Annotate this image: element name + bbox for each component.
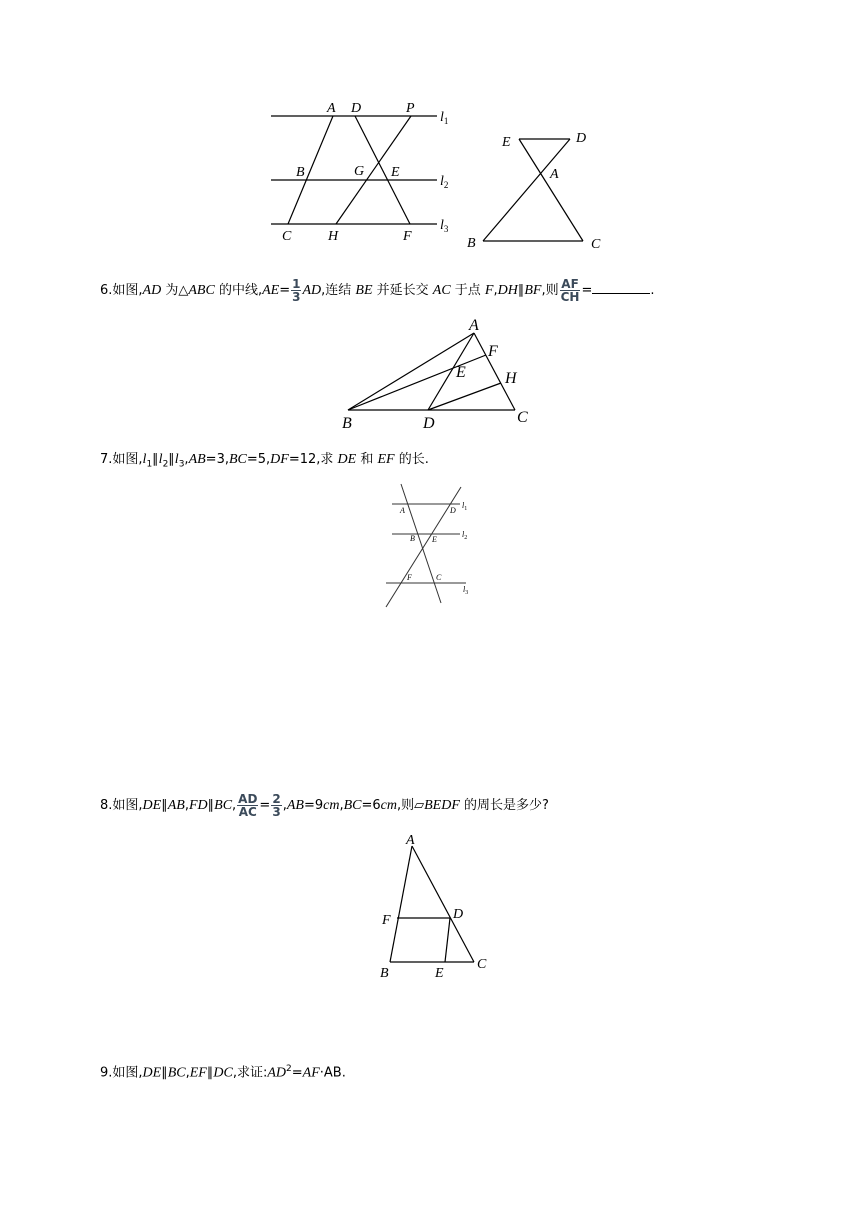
- fig1-label-l1: $l_1$: [440, 110, 449, 126]
- fraction-two-thirds: $\frac{2}{3}$: [272, 792, 281, 819]
- fig5-label-D: D: [453, 907, 464, 922]
- fig3-label-H: H: [505, 370, 517, 387]
- fig4-label-l2: $l_2$: [462, 530, 468, 541]
- fig1-label-G: G: [354, 164, 365, 179]
- fig5-label-B: B: [380, 966, 389, 981]
- fig2-label-D: D: [576, 131, 587, 146]
- fig5-label-A: A: [406, 833, 415, 848]
- fraction-one-third: $\frac{1}{3}$: [292, 277, 301, 304]
- fig4-label-F: F: [407, 573, 412, 582]
- fig3-label-D: D: [423, 415, 435, 432]
- fraction-ad-ac: $\frac{AD}{AC}$: [238, 792, 258, 819]
- fig1-label-P: P: [406, 101, 415, 116]
- fig2-label-C: C: [591, 237, 601, 252]
- fig1-label-B: B: [296, 165, 305, 180]
- fig4-label-l3: $l_3$: [463, 585, 469, 596]
- fig1-label-C: C: [282, 229, 292, 244]
- fig3-label-A: A: [469, 317, 479, 334]
- question-8: 8.如图,DE∥AB,FD∥BC, $\frac{AD}{AC}$ = $\frac{2}{3}$ ,AB=9cm,BC=6cm,则▱BEDF 的周长是多少?: [100, 792, 549, 819]
- fig3-label-E: E: [456, 364, 466, 381]
- fig5-label-C: C: [477, 957, 487, 972]
- question-6: 6.如图,AD 为△ABC 的中线,AE= $\frac{1}{3}$ AD,连结 BE 并延长交 AC 于点 F,DH∥BF,则 $\frac{AF}{CH}$ = .: [100, 277, 655, 304]
- fig2-label-B: B: [467, 236, 476, 251]
- fig4-label-E: E: [432, 535, 437, 544]
- fig1-label-l2: $l_2$: [440, 174, 449, 190]
- fraction-af-ch: $\frac{AF}{CH}$: [560, 277, 580, 304]
- question-9: 9.如图,DE∥BC,EF∥DC,求证$:AD^2=AF\cdot AB$.: [100, 1064, 346, 1081]
- fig4-label-D: D: [450, 506, 456, 515]
- fig2-label-E: E: [502, 135, 511, 150]
- fig1-label-F: F: [403, 229, 412, 244]
- fig1-label-E: E: [391, 165, 400, 180]
- fig5-label-E: E: [435, 966, 444, 981]
- fig3-label-B: B: [342, 415, 352, 432]
- fig1-label-l3: $l_3$: [440, 218, 449, 234]
- question-7: 7.如图$,l_1\parallel l_2\parallel l_3,AB=3,BC=5,DF=12$,求 DE 和 EF 的长.: [100, 452, 429, 470]
- fig1-label-H: H: [328, 229, 339, 244]
- fig3-label-C: C: [517, 409, 528, 426]
- fig5-label-F: F: [382, 913, 391, 928]
- fig4-label-C: C: [436, 573, 442, 582]
- fig4-label-A: A: [400, 506, 405, 515]
- fig3-label-F: F: [488, 343, 498, 360]
- fig1-label-D: D: [351, 101, 362, 116]
- fig1-label-A: A: [327, 101, 336, 116]
- fig4-label-l1: $l_1$: [462, 501, 468, 512]
- fig4-label-B: B: [410, 534, 415, 543]
- fig2-label-A: A: [550, 167, 559, 182]
